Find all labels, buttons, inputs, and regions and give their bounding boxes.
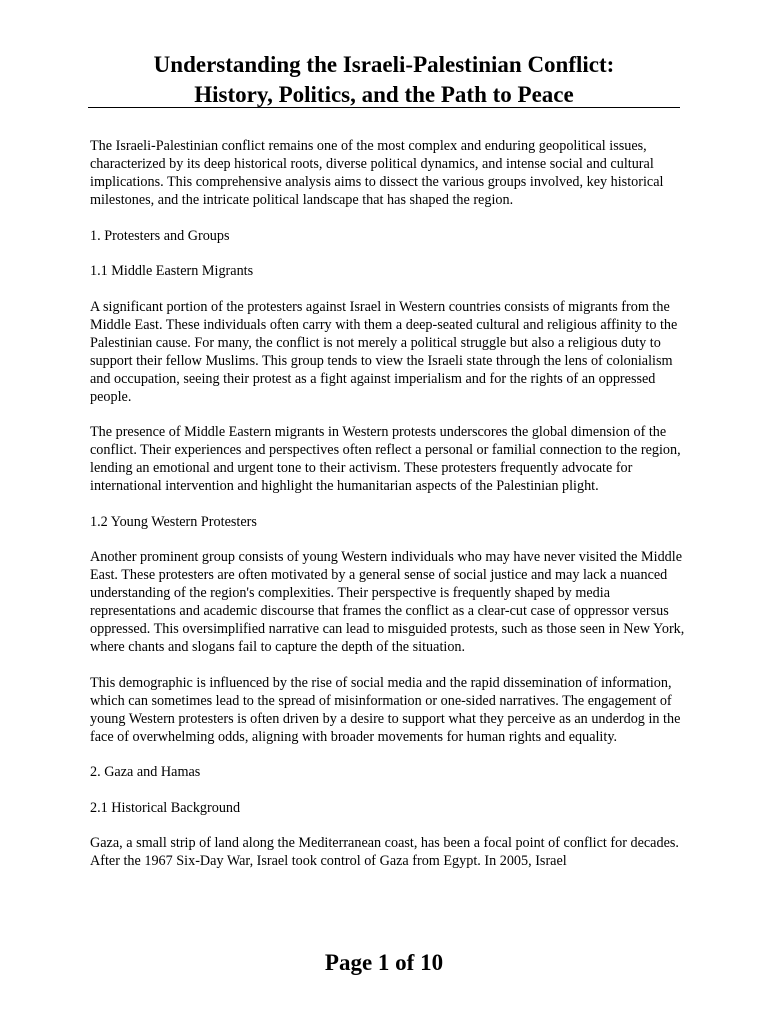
subsection-heading-historical: 2.1 Historical Background xyxy=(90,799,241,816)
section-heading-gaza-hamas: 2. Gaza and Hamas xyxy=(90,764,201,780)
paragraph-young-western-2: This demographic is influenced by the rise of social media and the rapid dissemination of information, which can sometimes lead to the spread of misinformation or one-sided narratives. The engagement of young Western protesters is often driven by a desire to support what they perceive as an underdog in the face of overwhelming odds, aligning with broader movements for human rights and equality. xyxy=(90,674,681,745)
intro-paragraph: The Israeli-Palestinian conflict remains one of the most complex and enduring geopolitical issues, characterized by its deep historical roots, diverse political dynamics, and intense social and cultural implications. This comprehensive analysis aims to dissect the various groups involved, key historical milestones, and the intricate political landscape that has shaped the region. xyxy=(90,138,664,208)
paragraph-gaza-history: Gaza, a small strip of land along the Mediterranean coast, has been a focal point of conflict for decades. After the 1967 Six-Day War, Israel took control of Gaza from Egypt. In 2005, Israel xyxy=(90,835,679,869)
page-number-footer: Page 1 of 10 xyxy=(324,950,444,975)
paragraph-young-western-1: Another prominent group consists of young Western individuals who may have never visited the Middle East. These protesters are often motivated by a general sense of social justice and may lack a nuanced understanding of the region's complexities. Their perspective is frequently shaped by media representations and academic discourse that frames the conflict as a clear-cut case of oppressor versus oppressed. This oversimplified narrative can lead to misguided protests, such as those seen in New York, where chants and slogans fail to capture the depth of the situation. xyxy=(90,549,685,655)
subsection-heading-young-western: 1.2 Young Western Protesters xyxy=(90,513,257,530)
title-line-2: History, Politics, and the Path to Peace xyxy=(194,82,574,107)
document-title xyxy=(88,50,680,110)
paragraph-migrants-2: The presence of Middle Eastern migrants in Western protests underscores the global dimension of the conflict. Their experiences and perspectives often reflect a personal or familial connection to the region, lending an emotional and urgent tone to their activism. These protesters frequently advocate for international intervention and highlight the humanitarian aspects of the Palestinian plight. xyxy=(90,424,681,494)
title-divider xyxy=(88,107,680,108)
subsection-heading-migrants: 1.1 Middle Eastern Migrants xyxy=(90,263,254,279)
title-line-1: Understanding the Israeli-Palestinian Conflict: xyxy=(153,52,615,77)
document-body xyxy=(90,137,690,888)
section-heading-protesters: 1. Protesters and Groups xyxy=(90,227,230,244)
paragraph-migrants-1: A significant portion of the protesters against Israel in Western countries consists of migrants from the Middle East. These individuals often carry with them a deep-seated cultural and religious affinity to the Palestinian cause. For many, the conflict is not merely a political struggle but also a religious duty to support their fellow Muslims. This group tends to view the Israeli state through the lens of colonialism and occupation, seeing their protest as a fight against imperialism and for the rights of an oppressed people. xyxy=(90,298,678,405)
